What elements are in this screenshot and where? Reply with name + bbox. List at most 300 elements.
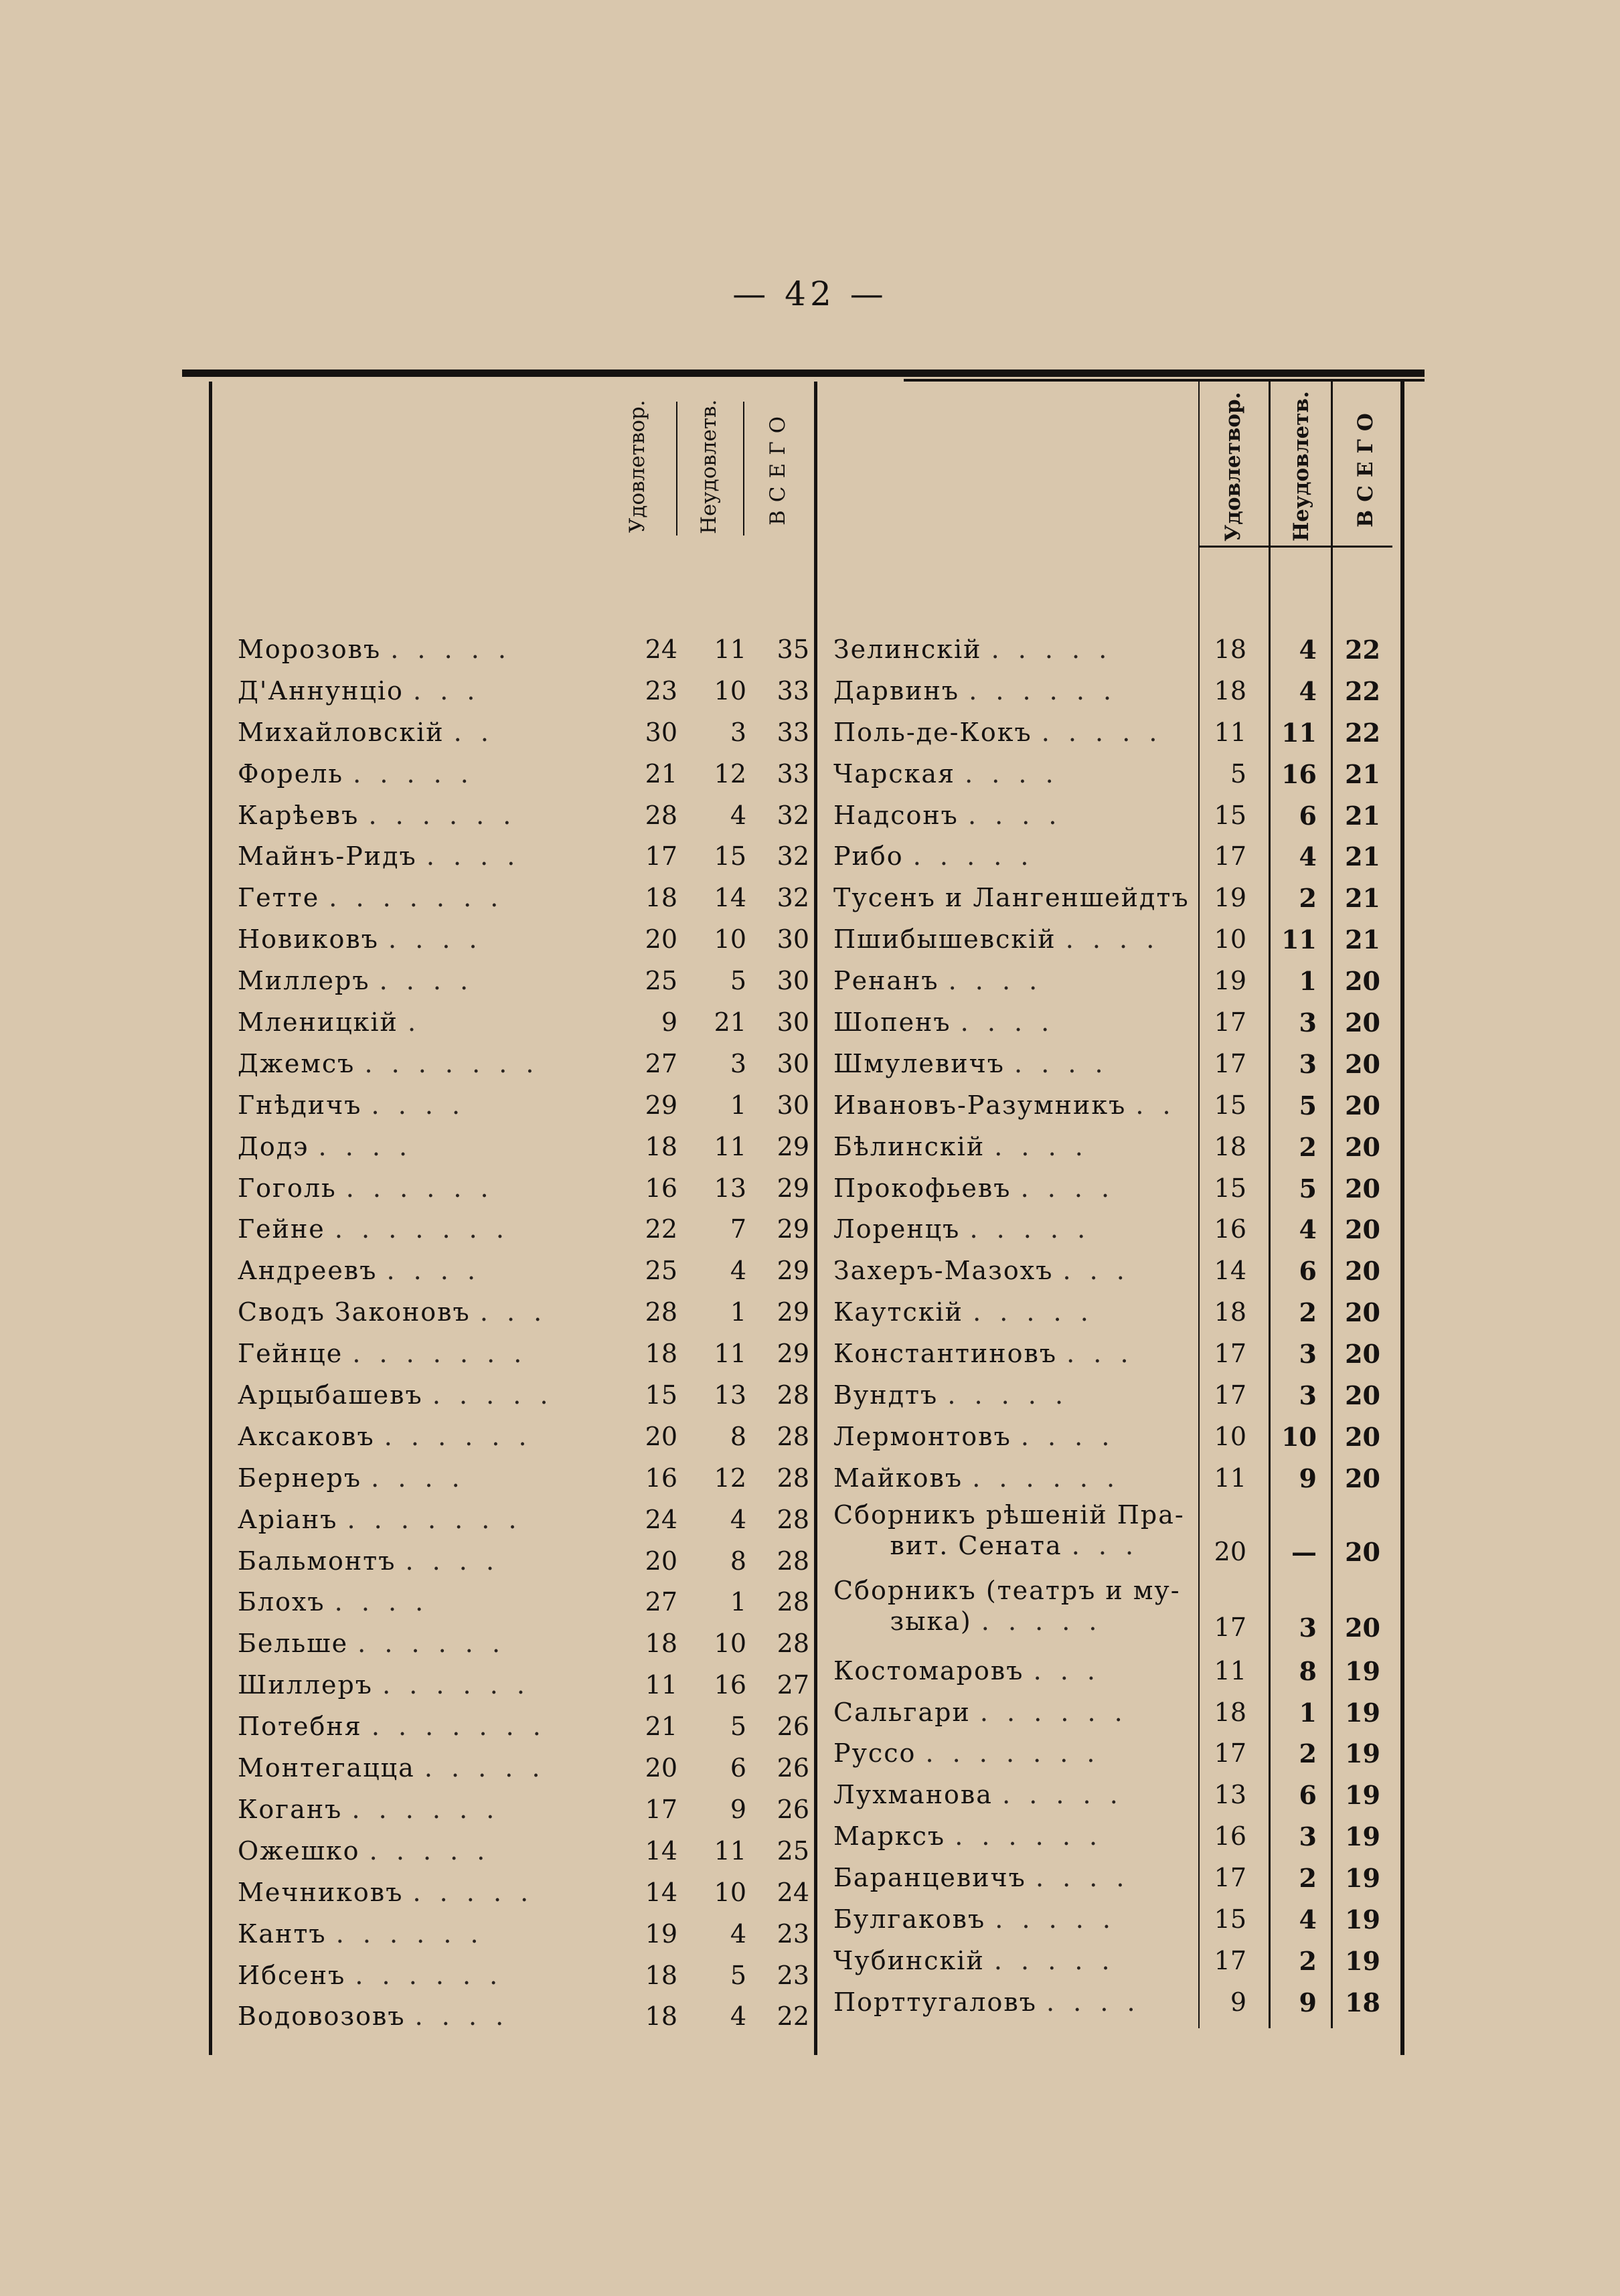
leader-dots: . . . .: [426, 841, 521, 872]
author-name: [238, 1505, 522, 1534]
table-row: [238, 1665, 820, 1706]
unsatisf-value: —: [1291, 1536, 1317, 1567]
leader-dots: . . . . .: [947, 1380, 1069, 1410]
table-row: [833, 795, 1409, 837]
author-name-text: Ожешко: [238, 1835, 360, 1866]
table-row: [833, 1692, 1409, 1734]
table-row: [238, 1416, 820, 1458]
author-name-text: Гоголь: [238, 1173, 337, 1203]
table-row: [833, 1899, 1409, 1941]
leader-dots: . . . .: [965, 758, 1059, 789]
author-name-text: Лухманова: [833, 1780, 993, 1810]
table-row: [238, 1623, 820, 1665]
total-value: 20: [1345, 1173, 1380, 1204]
total-value: 28: [777, 1629, 809, 1659]
author-name: [833, 1463, 1120, 1493]
table-row: [238, 1789, 820, 1831]
leader-dots: . . . .: [371, 1463, 465, 1493]
leader-dots: . .: [1135, 1090, 1176, 1120]
unsatisf-value: 6: [1299, 800, 1317, 831]
satisf-value: 17: [1214, 1612, 1246, 1642]
unsatisf-value: 4: [730, 800, 746, 830]
author-name-text: Чарская: [833, 758, 956, 789]
unsatisf-value: 5: [730, 966, 746, 996]
satisf-value: 21: [645, 758, 677, 789]
satisf-value: 9: [661, 1007, 677, 1038]
leader-dots: . . . . .: [432, 1380, 554, 1410]
table-row: [833, 919, 1409, 961]
leader-dots: . . . . . .: [357, 1629, 506, 1659]
author-name-text: Марксъ: [833, 1821, 946, 1852]
author-name: [238, 1049, 539, 1078]
total-value: 22: [777, 2001, 809, 2032]
satisf-value: 23: [645, 675, 677, 706]
author-name-text: Додэ: [238, 1131, 309, 1161]
table-row: [238, 878, 820, 919]
table-row: [238, 754, 820, 795]
satisf-value: 10: [1214, 1421, 1246, 1451]
table-row: [833, 1375, 1409, 1416]
unsatisf-value: 10: [1281, 1421, 1317, 1452]
author-name-text: Форель: [238, 758, 344, 789]
satisf-value: 16: [1214, 1821, 1246, 1852]
author-name: [238, 1919, 484, 1949]
total-value: 20: [1345, 1256, 1380, 1287]
leader-dots: . . . . .: [973, 1297, 1094, 1327]
table-row: [238, 1458, 820, 1499]
unsatisf-value: 9: [1299, 1463, 1317, 1493]
author-name: [833, 1499, 1185, 1561]
total-value: 21: [1345, 841, 1380, 872]
author-name-text: Потебня: [238, 1712, 362, 1742]
total-value: 20: [1345, 1131, 1380, 1162]
leader-dots: . . . . .: [912, 841, 1034, 872]
satisf-value: 27: [645, 1587, 677, 1617]
author-name-text: Пшибышевскій: [833, 924, 1056, 955]
author-name-text: Майковъ: [833, 1463, 963, 1493]
table-row: [833, 1651, 1409, 1692]
satisf-value: 17: [645, 841, 677, 872]
unsatisf-value: 11: [1281, 924, 1317, 955]
table-row: [833, 1982, 1409, 2024]
left-rows: [238, 629, 820, 2038]
leader-dots: . . . .: [960, 1007, 1055, 1038]
total-value: 30: [777, 1090, 809, 1120]
total-value: 33: [777, 675, 809, 706]
table-row: [833, 1127, 1409, 1168]
total-value: 28: [777, 1380, 809, 1410]
total-value: 24: [777, 1877, 809, 1907]
satisf-value: 18: [1214, 1131, 1246, 1161]
unsatisf-value: 8: [730, 1546, 746, 1576]
author-name-text: Костомаровъ: [833, 1655, 1024, 1686]
satisf-value: 13: [1214, 1780, 1246, 1810]
author-name-text: Ибсенъ: [238, 1960, 346, 1990]
total-value: 18: [1345, 1987, 1380, 2018]
table-row: [833, 1250, 1409, 1292]
total-value: 35: [777, 635, 809, 664]
unsatisf-value: 4: [1299, 841, 1317, 872]
author-name-text: Новиковъ: [238, 924, 379, 955]
unsatisf-value: 11: [714, 1835, 746, 1866]
satisf-value: 17: [1214, 1945, 1246, 1975]
table-row: [238, 1333, 820, 1375]
leader-dots: . . .: [1071, 1530, 1139, 1560]
total-value: 20: [1345, 1536, 1380, 1567]
total-value: 28: [777, 1421, 809, 1451]
unsatisf-value: 15: [714, 841, 746, 872]
unsatisf-value: 8: [1299, 1655, 1317, 1686]
total-value: 20: [1345, 1380, 1380, 1411]
page-number: — 42 —: [732, 274, 888, 313]
satisf-value: 16: [645, 1173, 677, 1203]
satisf-value: 10: [1214, 924, 1246, 955]
table-row: [833, 629, 1409, 671]
leader-dots: .: [407, 1007, 422, 1038]
author-name: [238, 635, 511, 664]
satisf-value: 17: [1214, 1380, 1246, 1410]
author-name: [238, 1256, 481, 1285]
total-value: 20: [1345, 1214, 1380, 1245]
unsatisf-value: 2: [1299, 883, 1317, 914]
header-total-left: ВСЕГО: [766, 408, 790, 525]
satisf-value: 17: [1214, 1863, 1246, 1893]
unsatisf-value: 6: [1299, 1256, 1317, 1287]
leader-dots: . . . .: [994, 1131, 1088, 1161]
table-row: [238, 1250, 820, 1292]
author-name: [833, 1007, 1054, 1037]
author-name-text: Блохъ: [238, 1587, 325, 1617]
author-name: [238, 1339, 527, 1368]
unsatisf-value: 4: [730, 2001, 746, 2032]
unsatisf-value: 2: [1299, 1738, 1317, 1769]
author-name: [238, 966, 473, 995]
unsatisf-value: 4: [1299, 1214, 1317, 1245]
leader-dots: . . . .: [967, 800, 1062, 830]
leader-dots: . . . . . . .: [329, 883, 504, 913]
unsatisf-value: 16: [1281, 758, 1317, 789]
satisf-value: 11: [1214, 1463, 1246, 1493]
leader-dots: . . . .: [388, 924, 483, 955]
satisf-value: 25: [645, 1256, 677, 1286]
unsatisf-value: 14: [714, 883, 746, 913]
total-value: 19: [1345, 1655, 1380, 1686]
unsatisf-value: 3: [1299, 1007, 1317, 1038]
leader-dots: . . . . . .: [384, 1421, 532, 1451]
header-unsatisf-left: Неудовлетв.: [697, 399, 721, 534]
unsatisf-value: 8: [730, 1421, 746, 1451]
table-row: [833, 1733, 1409, 1775]
author-name: [833, 1904, 1116, 1934]
leader-dots: . . . .: [1020, 1173, 1115, 1203]
satisf-value: 19: [1214, 966, 1246, 996]
satisf-value: 16: [1214, 1214, 1246, 1244]
author-name: [833, 718, 1162, 747]
author-name-text: Бельше: [238, 1629, 349, 1659]
table-row: [833, 1168, 1409, 1210]
author-name: [238, 1629, 505, 1658]
unsatisf-value: 16: [714, 1670, 746, 1700]
author-name-text: Сборникъ (театръ и му-: [833, 1575, 1181, 1605]
unsatisf-value: 2: [1299, 1863, 1317, 1894]
unsatisf-value: 12: [714, 1463, 746, 1493]
author-name-text: Джемсъ: [238, 1048, 355, 1078]
table-row: [238, 1002, 820, 1044]
total-value: 28: [777, 1463, 809, 1493]
author-name-text: Карѣевъ: [238, 800, 359, 830]
unsatisf-value: 3: [1299, 1048, 1317, 1079]
unsatisf-value: 7: [730, 1214, 746, 1244]
total-value: 30: [777, 1007, 809, 1038]
total-value: 32: [777, 800, 809, 830]
leader-dots: . . . .: [371, 1090, 466, 1120]
total-value: 19: [1345, 1863, 1380, 1894]
leader-dots: . . . . .: [390, 635, 511, 664]
total-value: 20: [1345, 1090, 1380, 1121]
author-name-text: Монтегацца: [238, 1753, 415, 1783]
table-row: [833, 1333, 1409, 1375]
total-value: 33: [777, 717, 809, 747]
author-name-text: Бернеръ: [238, 1463, 362, 1493]
table-row: [238, 1872, 820, 1914]
leader-dots: . . . . .: [424, 1753, 546, 1783]
table-row: [238, 1375, 820, 1416]
author-name-text: Сальгари: [833, 1697, 971, 1727]
unsatisf-value: 11: [714, 1131, 746, 1161]
satisf-value: 15: [1214, 1090, 1246, 1120]
unsatisf-value: 13: [714, 1173, 746, 1203]
author-name: [238, 1007, 421, 1037]
unsatisf-value: 4: [1299, 675, 1317, 706]
unsatisf-value: 3: [1299, 1380, 1317, 1411]
table-row: [238, 1582, 820, 1623]
author-name: [238, 1214, 509, 1244]
author-name: [238, 2001, 509, 2031]
left-col-line-2: [743, 402, 744, 536]
unsatisf-value: 3: [1299, 1821, 1317, 1852]
satisf-value: 20: [645, 924, 677, 955]
author-name: [833, 1780, 1123, 1809]
author-name: [833, 1297, 1094, 1327]
author-name-text: Руссо: [833, 1738, 916, 1769]
author-name: [833, 1821, 1103, 1851]
author-name: [833, 1698, 1128, 1727]
right-rows: [833, 629, 1409, 2024]
unsatisf-value: 6: [730, 1753, 746, 1783]
table-row: [238, 1044, 820, 1085]
total-value: 25: [777, 1835, 809, 1866]
author-name-text: Ивановъ-Разумникъ: [833, 1090, 1127, 1120]
satisf-value: 17: [645, 1794, 677, 1824]
satisf-value: 18: [645, 883, 677, 913]
author-name: [833, 1173, 1115, 1203]
satisf-value: 17: [1214, 1738, 1246, 1769]
total-value: 20: [1345, 1612, 1380, 1643]
table-row: [238, 1541, 820, 1582]
author-name-text: Сводъ Законовъ: [238, 1297, 471, 1327]
leader-dots: . . . . . .: [972, 1463, 1121, 1493]
author-name: [833, 1738, 1101, 1768]
total-value: 30: [777, 1048, 809, 1078]
satisf-value: 25: [645, 966, 677, 996]
leader-dots: . . . . .: [981, 1606, 1103, 1636]
leader-dots: . . . . .: [369, 1835, 491, 1866]
author-name: [833, 635, 1112, 664]
satisf-value: 20: [645, 1421, 677, 1451]
author-name-text: Морозовъ: [238, 635, 382, 664]
author-name: [238, 1836, 490, 1866]
leader-dots: . . . .: [379, 966, 474, 996]
total-value: 30: [777, 966, 809, 996]
author-name: [833, 1946, 1115, 1975]
leader-dots: . . . . . .: [355, 1960, 503, 1990]
author-name-text: Гетте: [238, 883, 320, 913]
author-name: [238, 841, 520, 871]
table-row: [238, 919, 820, 961]
satisf-value: 9: [1230, 1987, 1246, 2017]
total-value: 20: [1345, 1007, 1380, 1038]
total-value: 23: [777, 1918, 809, 1949]
table-row: [833, 1775, 1409, 1816]
satisf-value: 30: [645, 717, 677, 747]
author-name-text: Зелинскій: [833, 635, 982, 664]
table-row: [238, 1499, 820, 1541]
total-value: 29: [777, 1214, 809, 1244]
table-row: [833, 671, 1409, 712]
total-value: 21: [1345, 758, 1380, 789]
satisf-value: 19: [1214, 883, 1246, 913]
table-row: [238, 795, 820, 837]
author-name-text: Порттугаловъ: [833, 1987, 1037, 2017]
satisf-value: 14: [1214, 1256, 1246, 1286]
top-rule-thin: [904, 379, 1425, 382]
leader-dots: . . . . . . .: [371, 1712, 546, 1742]
unsatisf-value: 1: [730, 1090, 746, 1120]
author-name: [238, 676, 480, 706]
table-row: [238, 1168, 820, 1210]
satisf-value: 14: [645, 1877, 677, 1907]
unsatisf-value: 10: [714, 1629, 746, 1659]
unsatisf-value: 1: [1299, 1697, 1317, 1728]
author-name-text: Константиновъ: [833, 1339, 1058, 1369]
total-value: 21: [1345, 883, 1380, 914]
author-name-cont: зыка): [890, 1606, 972, 1636]
satisf-value: 27: [645, 1048, 677, 1078]
author-name-text: Лермонтовъ: [833, 1421, 1011, 1451]
total-value: 20: [1345, 1463, 1380, 1493]
author-name: [238, 1961, 503, 1990]
author-name-text: Поль-де-Кокъ: [833, 717, 1032, 747]
left-border: [209, 382, 212, 2055]
author-name: [238, 1795, 499, 1824]
table-row: [833, 1858, 1409, 1899]
unsatisf-value: 11: [714, 635, 746, 664]
unsatisf-value: 21: [714, 1007, 746, 1038]
satisf-value: 20: [1214, 1536, 1246, 1566]
table-row: [833, 1499, 1409, 1575]
unsatisf-value: 4: [1299, 1904, 1317, 1935]
leader-dots: . . . . .: [1002, 1780, 1123, 1810]
total-value: 22: [1345, 635, 1380, 665]
author-name-text: Мечниковъ: [238, 1877, 404, 1907]
leader-dots: . . . .: [1014, 1048, 1109, 1078]
satisf-value: 11: [645, 1670, 677, 1700]
total-value: 26: [777, 1753, 809, 1783]
table-row: [238, 1831, 820, 1872]
leader-dots: . . . .: [1065, 924, 1160, 955]
unsatisf-value: 1: [730, 1297, 746, 1327]
author-name-text: Рибо: [833, 841, 904, 872]
unsatisf-value: 1: [730, 1587, 746, 1617]
leader-dots: . . . . . .: [969, 675, 1117, 706]
total-value: 19: [1345, 1780, 1380, 1811]
author-name: [833, 1339, 1134, 1368]
satisf-value: 18: [1214, 1297, 1246, 1327]
satisf-value: 18: [1214, 675, 1246, 706]
satisf-value: 18: [1214, 635, 1246, 664]
author-name-text: Миллеръ: [238, 966, 370, 996]
author-name-text: Андреевъ: [238, 1256, 378, 1286]
author-name: [833, 966, 1042, 995]
author-name-text: Бѣлинскій: [833, 1131, 985, 1161]
author-name-text: Бальмонтъ: [238, 1546, 396, 1576]
author-name-text: Тусенъ и Лангеншейдтъ: [833, 883, 1190, 913]
author-name: [238, 1090, 465, 1120]
leader-dots: . . . .: [405, 1546, 500, 1576]
author-name-text: Ренанъ: [833, 966, 939, 996]
total-value: 20: [1345, 1339, 1380, 1370]
satisf-value: 20: [645, 1753, 677, 1783]
unsatisf-value: 13: [714, 1380, 746, 1410]
author-name: [833, 759, 1059, 789]
satisf-value: 21: [645, 1712, 677, 1742]
author-name-text: Баранцевичъ: [833, 1863, 1026, 1893]
author-name-text: Гнѣдичъ: [238, 1090, 362, 1120]
leader-dots: . . .: [1062, 1256, 1130, 1286]
unsatisf-value: 1: [1299, 966, 1317, 997]
satisf-value: 28: [645, 800, 677, 830]
author-name: [833, 1656, 1101, 1686]
total-value: 20: [1345, 1048, 1380, 1079]
leader-dots: . . . .: [318, 1131, 413, 1161]
satisf-value: 17: [1214, 1339, 1246, 1369]
author-name: [238, 801, 516, 830]
author-name: [833, 1575, 1181, 1637]
table-row: [238, 1127, 820, 1168]
table-row: [238, 629, 820, 671]
leader-dots: . . . . . .: [335, 1918, 484, 1949]
table-row: [833, 1458, 1409, 1499]
author-name: [833, 1214, 1090, 1244]
unsatisf-value: 11: [1281, 717, 1317, 748]
leader-dots: . . . . . .: [382, 1670, 530, 1700]
author-name-text: Аксаковъ: [238, 1421, 375, 1451]
author-name: [833, 1380, 1068, 1410]
unsatisf-value: 5: [1299, 1090, 1317, 1121]
author-name: [238, 1712, 546, 1741]
unsatisf-value: 9: [1299, 1987, 1317, 2018]
unsatisf-value: 2: [1299, 1131, 1317, 1162]
unsatisf-value: 5: [1299, 1173, 1317, 1204]
satisf-value: 18: [645, 1131, 677, 1161]
author-name: [833, 1422, 1115, 1451]
author-name: [833, 883, 1190, 912]
unsatisf-value: 4: [730, 1504, 746, 1534]
total-value: 33: [777, 758, 809, 789]
unsatisf-value: 4: [730, 1918, 746, 1949]
leader-dots: . . . . .: [995, 1904, 1116, 1935]
total-value: 19: [1345, 1945, 1380, 1976]
